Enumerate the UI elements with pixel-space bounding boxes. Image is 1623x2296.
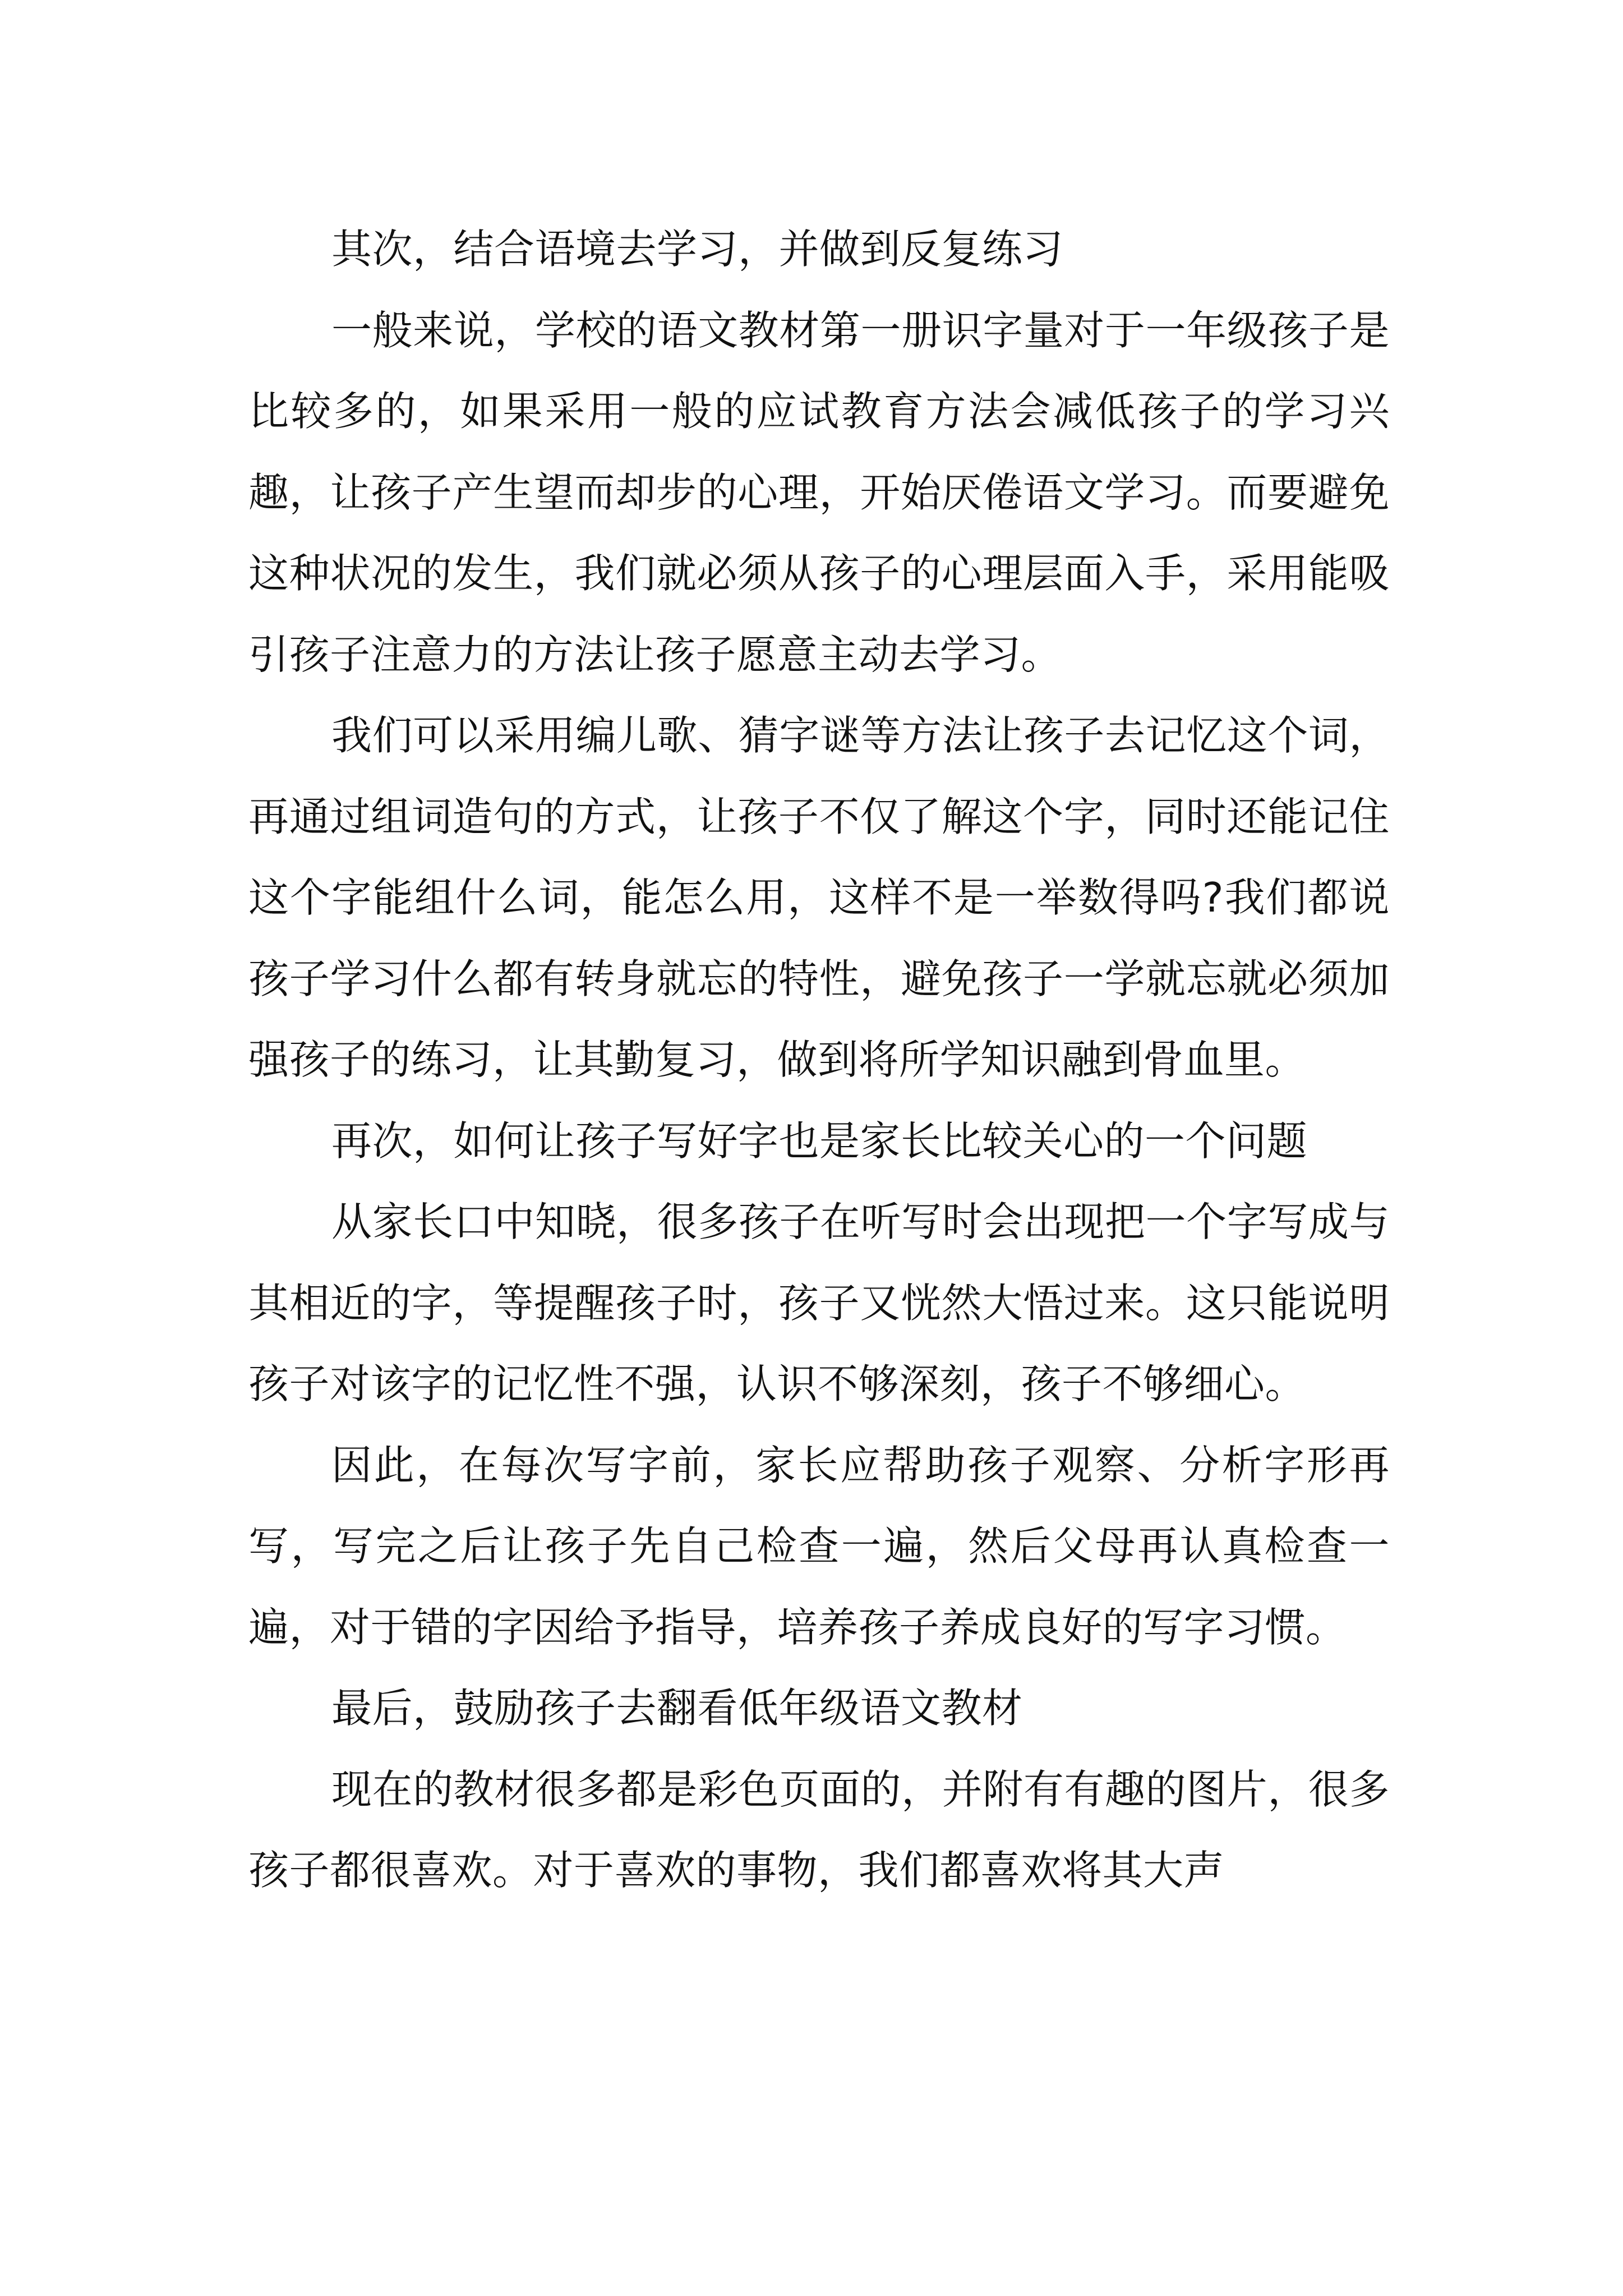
paragraph: 现在的教材很多都是彩色页面的，并附有有趣的图片，很多孩子都很喜欢。对于喜欢的事物，我们都喜欢将其大声: [248, 1765, 1390, 1894]
paragraph: 因此，在每次写字前，家长应帮助孩子观察、分析字形再写，写完之后让孩子先自己检查一遍，然后父母再认真检查一遍，对于错的字因给予指导，培养孩子养成良好的写字习惯。: [248, 1441, 1390, 1651]
body-text: [248, 209, 1390, 1911]
paragraph-heading-textbooks: 最后，鼓励孩子去翻看低年级语文教材: [331, 1685, 1023, 1732]
paragraph: 我们可以采用编儿歌、猜字谜等方法让孩子去记忆这个词，再通过组词造句的方式，让孩子不仅了解这个字，同时还能记住这个字能组什么词，能怎么用，这样不是一举数得吗?我们都说孩子学习什么都有转身就忘的特性，避免孩子一学就忘就必须加强孩子的练习，让其勤复习，做到将所学知识融到骨血里。: [248, 712, 1390, 1083]
paragraph: 从家长口中知晓，很多孩子在听写时会出现把一个字写成与其相近的字，等提醒孩子时，孩子又恍然大悟过来。这只能说明孩子对该字的记忆性不强，认识不够深刻，孩子不够细心。: [248, 1198, 1390, 1407]
paragraph-heading-writing: 再次，如何让孩子写好字也是家长比较关心的一个问题: [331, 1117, 1308, 1165]
paragraph-heading-context-practice: 其次，结合语境去学习，并做到反复练习: [331, 226, 1064, 273]
paragraph: 一般来说，学校的语文教材第一册识字量对于一年级孩子是比较多的，如果采用一般的应试教育方法会减低孩子的学习兴趣，让孩子产生望而却步的心理，开始厌倦语文学习。而要避免这种状况的发生，我们就必须从孩子的心理层面入手，采用能吸引孩子注意力的方法让孩子愿意主动去学习。: [248, 306, 1390, 678]
